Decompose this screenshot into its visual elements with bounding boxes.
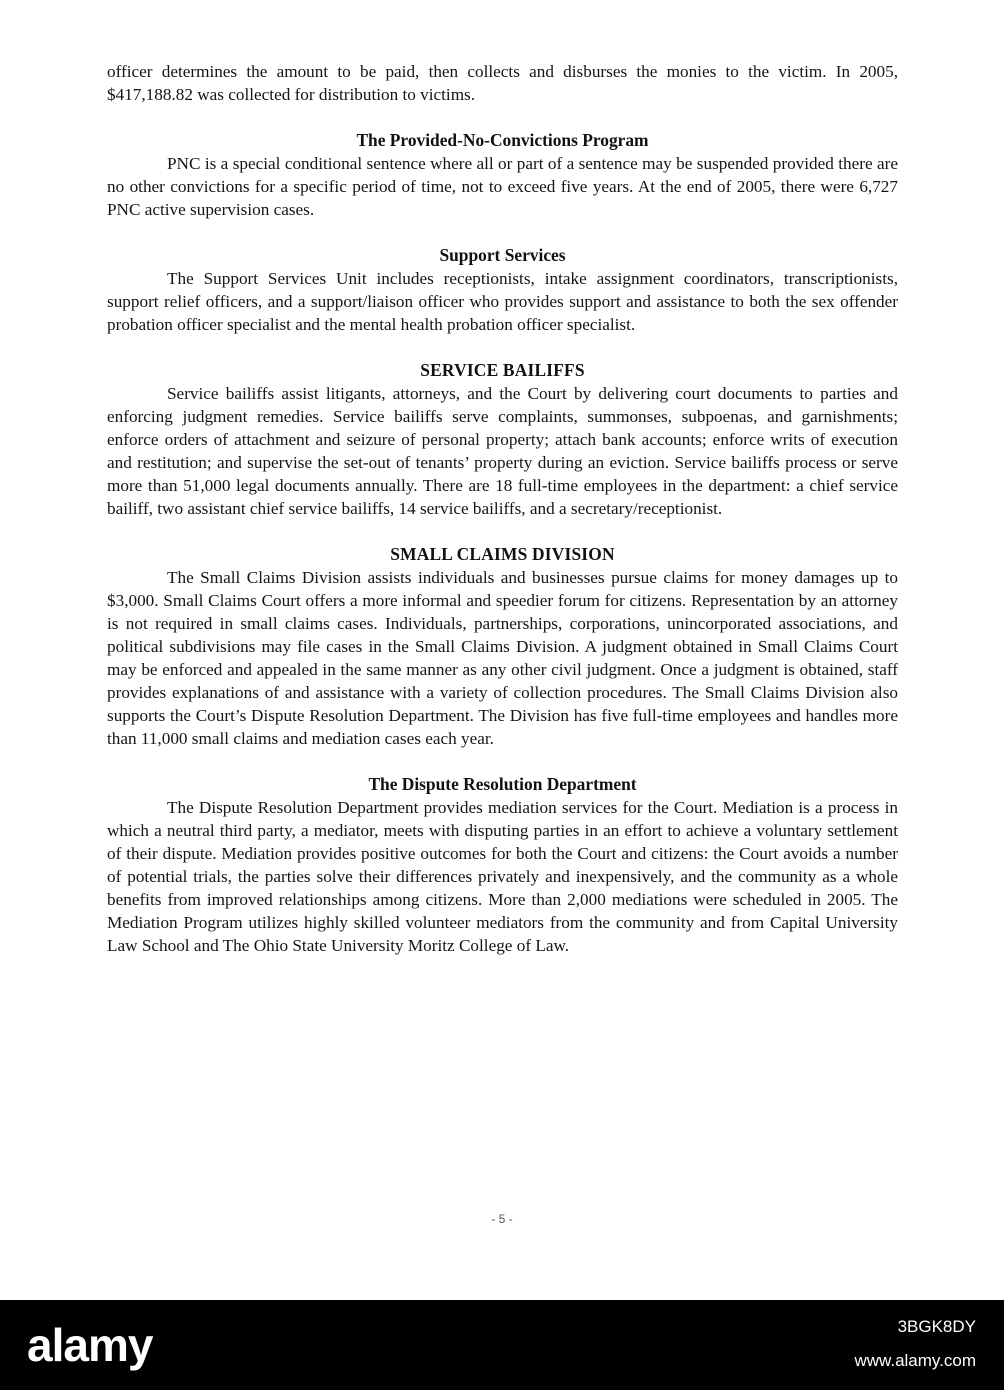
watermark-footer-bar <box>0 1300 1004 1390</box>
section-heading-service-bailiffs: SERVICE BAILIFFS <box>420 360 585 380</box>
section-heading-pnc-program: The Provided-No-Convictions Program <box>356 130 649 150</box>
page-number: - 5 - <box>491 1212 513 1226</box>
section-body-small-claims: The Small Claims Division assists individuals and businesses pursue claims for money damages up to $3,000. Small Claims Court offers a more informal and speedier forum for citizens. Representation by an attorney is not required in small claims cases. Individuals, partnerships, corporations, unincorporated associations, and political subdivisions may file cases in the Small Claims Division. A judgment obtained in Small Claims Court may be enforced and appealed in the same manner as any other civil judgment. Once a judgment is obtained, staff provides explanations of and assistance with a variety of collection procedures. The Small Claims Division also supports the Court’s Dispute Resolution Department. The Division has five full-time employees and handles more than 11,000 small claims and mediation cases each year. <box>107 568 898 748</box>
section-body-pnc-program: PNC is a special conditional sentence where all or part of a sentence may be suspended provided there are no other convictions for a specific period of time, not to exceed five years. At the end of 2005, there were 6,727 PNC active supervision cases. <box>107 154 898 219</box>
section-body-support-services: The Support Services Unit includes receptionists, intake assignment coordinators, transcriptionists, support relief officers, and a support/liaison officer who provides support and assistance to both the sex offender probation officer specialist and the mental health probation officer specialist. <box>107 269 898 334</box>
site-url: www.alamy.com <box>854 1351 976 1370</box>
intro-paragraph: officer determines the amount to be paid, then collects and disburses the monies to the victim. In 2005, $417,188.82 was collected for distribution to victims. <box>107 62 898 104</box>
section-heading-dispute-resolution: The Dispute Resolution Department <box>368 774 637 794</box>
document-body <box>107 60 898 957</box>
section-body-dispute-resolution: The Dispute Resolution Department provides mediation services for the Court. Mediation is a process in which a neutral third party, a mediator, meets with disputing parties in an effort to achieve a voluntary settlement of their dispute. Mediation provides positive outcomes for both the Court and citizens: the Court avoids a number of potential trials, the parties solve their differences privately and inexpensively, and the community as a whole benefits from improved relationships among citizens. More than 2,000 mediations were scheduled in 2005. The Mediation Program utilizes highly skilled volunteer mediators from the community and from Capital University Law School and The Ohio State University Moritz College of Law. <box>107 798 898 955</box>
section-body-service-bailiffs: Service bailiffs assist litigants, attorneys, and the Court by delivering court documents to parties and enforcing judgment remedies. Service bailiffs serve complaints, summonses, subpoenas, and garnishments; enforce orders of attachment and seizure of personal property; attach bank accounts; enforce writs of execution and restitution; and supervise the set-out of tenants’ property during an eviction. Service bailiffs process or serve more than 51,000 legal documents annually. There are 18 full-time employees in the department: a chief service bailiff, two assistant chief service bailiffs, 14 service bailiffs, and a secretary/receptionist. <box>107 384 898 518</box>
alamy-logo: alamy <box>27 1319 153 1371</box>
section-heading-small-claims: SMALL CLAIMS DIVISION <box>390 544 615 564</box>
image-id: 3BGK8DY <box>897 1317 976 1336</box>
section-heading-support-services: Support Services <box>439 245 566 265</box>
